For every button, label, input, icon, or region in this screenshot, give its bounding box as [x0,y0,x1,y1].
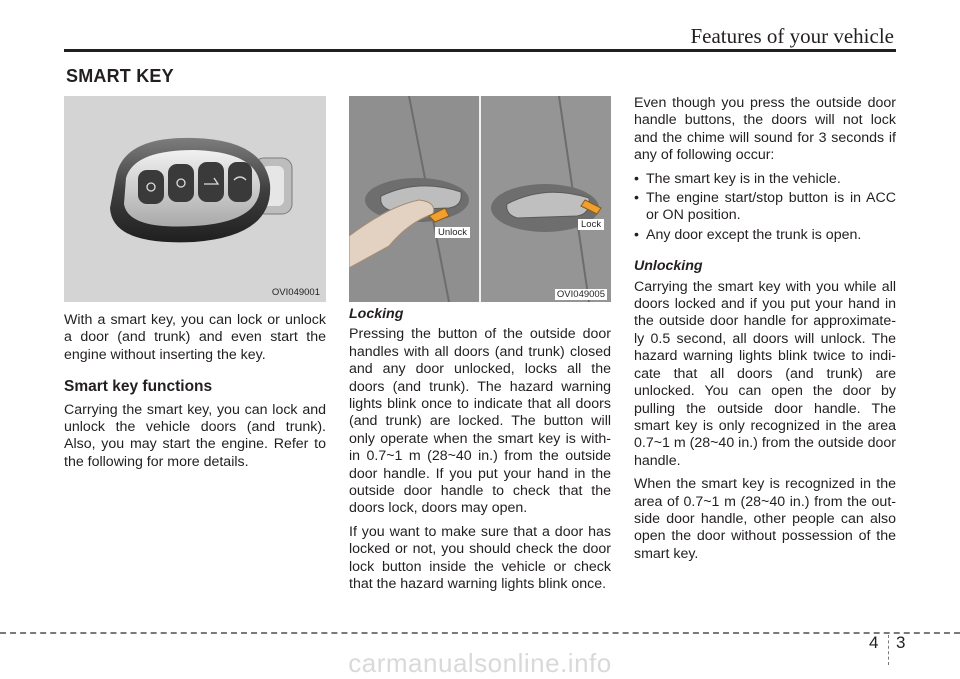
key-figure-caption: OVI049001 [271,287,320,298]
door-handle-figure [349,96,611,302]
lock-label: Lock [578,219,604,230]
header-rule [64,49,896,52]
unlocking-heading: Unlocking [634,258,703,275]
locking-paragraph-2: If you want to make sure that a door has locked or not, you should check the door lock button inside the vehicle or check that the hazard warning lights blink once. [349,523,611,593]
condition-item: • The engine start/stop button is in ACC or ON position. [634,190,896,225]
unlocking-paragraph-1: Carrying the smart key with you while all doors locked and if you put your hand in the outside door handle for approximate-ly 0.5 second, all doors will unlock. The hazard warning lights blink twice to indi-cate that all doors (and trunk) are unlocked. You can open the door by pulling the outside door handle. The smart key is only recognized in the area 0.7~1 m (28~40 in.) from the outside door handle. [634,278,896,469]
unlocking-paragraph-2: When the smart key is recognized in the area of 0.7~1 m (28~40 in.) from the out-side door handle, other people can also open the door without possession of the smart key. [634,476,896,562]
locking-heading: Locking [349,306,404,322]
column-2 [349,306,611,600]
door-figure-caption: OVI049005 [556,289,605,300]
column-3 [634,95,896,569]
intro-paragraph: With a smart key, you can lock or unlock a door (and trunk) and even start the engine without inserting the key. [64,312,326,363]
functions-paragraph: Carrying the smart key, you can lock and unlock the vehicle doors (and trunk). Also, you may start the engine. Refer to the following for more details. [64,401,326,470]
column-1 [64,312,326,477]
smart-key-illustration [64,96,326,302]
page-heading: SMART KEY [66,66,174,86]
section-title: Features of your vehicle [690,24,894,48]
chapter-number: 4 [869,633,879,652]
door-handle-illustration [349,96,611,302]
smart-key-functions-heading: Smart key functions [64,378,213,396]
page-number: 3 [896,633,906,652]
unlock-label: Unlock [435,227,470,238]
condition-item: • The smart key is in the vehicle. [634,171,896,188]
no-lock-paragraph: Even though you press the outside door handle buttons, the doors will not lock and the chime will sound for 3 seconds if any of following occur: [634,95,896,164]
watermark: carmanualsonline.info [348,648,612,678]
locking-paragraph-1: Pressing the button of the outside door handles with all doors (and trunk) closed and any door unlocked, locks all the doors (and trunk). The hazard warning lights blink once to indicate that all doors (and trunk) are locked. The button will only operate when the smart key is with-in 0.7~1 m (28~40 in.) from the outside door handle. If you put your hand in the outside door handle to check that the doors lock, doors may open. [349,326,611,517]
footer-rule [0,632,960,634]
smart-key-figure [64,96,326,302]
no-lock-conditions [634,171,896,245]
condition-item: • Any door except the trunk is open. [634,227,896,244]
